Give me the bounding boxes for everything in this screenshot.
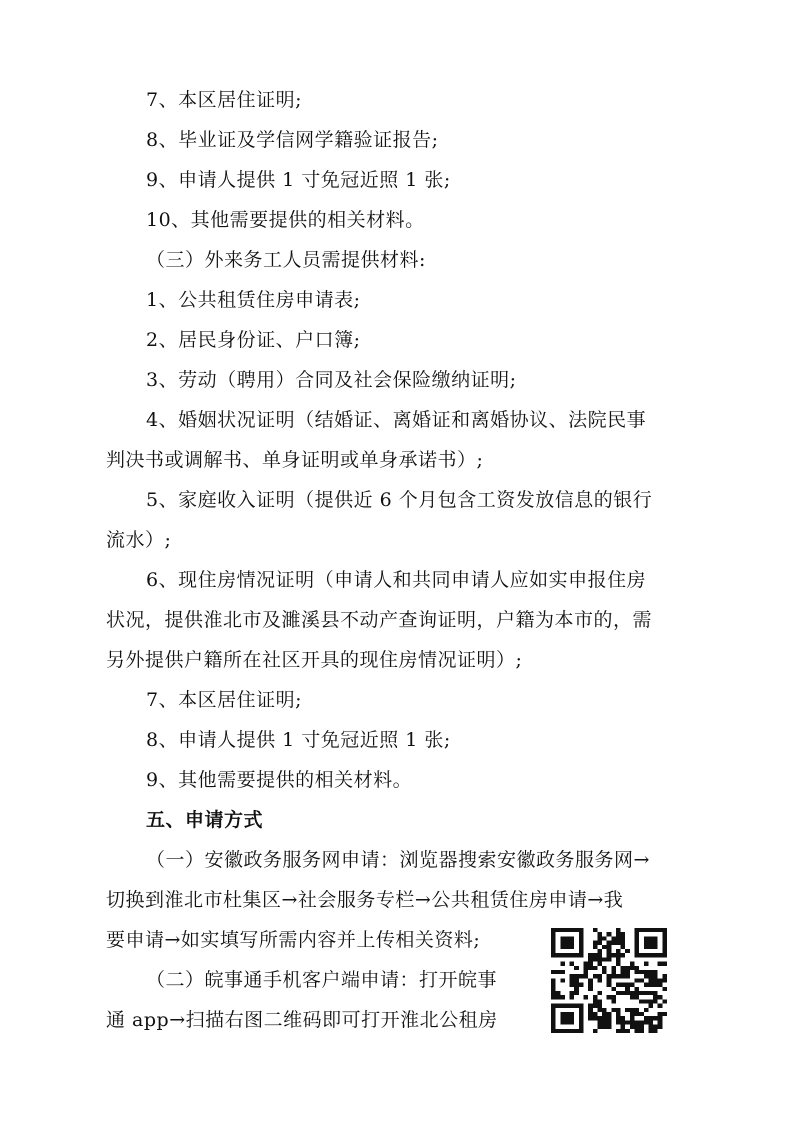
- section-heading: （三）外来务工人员需提供材料:: [146, 249, 426, 271]
- text-line: 2、居民身份证、户口簿;: [146, 329, 361, 351]
- text-line: 8、申请人提供 1 寸免冠近照 1 张;: [146, 729, 451, 751]
- section-heading: 五、申请方式: [146, 809, 264, 831]
- text-line: 3、劳动（聘用）合同及社会保险缴纳证明;: [146, 369, 517, 391]
- text-line: （一）安徽政务服务网申请：浏览器搜索安徽政务服务网→: [146, 849, 650, 871]
- text-line: 另外提供户籍所在社区开具的现住房情况证明）;: [106, 649, 523, 671]
- text-line: 判决书或调解书、单身证明或单身承诺书）;: [106, 449, 484, 471]
- text-line: 流水）;: [106, 529, 172, 551]
- text-line: 状况，提供淮北市及濉溪县不动产查询证明，户籍为本市的，需: [106, 609, 653, 631]
- text-line: 通 app→扫描右图二维码即可打开淮北公租房: [106, 1009, 498, 1031]
- text-line: 5、家庭收入证明（提供近 6 个月包含工资发放信息的银行: [146, 489, 653, 511]
- text-line: 9、申请人提供 1 寸免冠近照 1 张;: [146, 169, 451, 191]
- text-line: （二）皖事通手机客户端申请：打开皖事: [146, 969, 498, 991]
- text-line: 9、其他需要提供的相关材料。: [146, 769, 413, 791]
- text-line: 8、毕业证及学信网学籍验证报告;: [146, 129, 439, 151]
- qr-code-icon[interactable]: [551, 928, 667, 1033]
- text-line: 1、公共租赁住房申请表;: [146, 289, 361, 311]
- text-line: 7、本区居住证明;: [146, 689, 302, 711]
- text-line: 4、婚姻状况证明（结婚证、离婚证和离婚协议、法院民事: [146, 409, 647, 431]
- text-line: 要申请→如实填写所需内容并上传相关资料;: [106, 929, 481, 951]
- text-line: 6、现住房情况证明（申请人和共同申请人应如实申报住房: [146, 569, 647, 591]
- text-line: 10、其他需要提供的相关材料。: [146, 209, 425, 231]
- text-line: 切换到淮北市杜集区→社会服务专栏→公共租赁住房申请→我: [106, 889, 624, 911]
- text-line: 7、本区居住证明;: [146, 89, 302, 111]
